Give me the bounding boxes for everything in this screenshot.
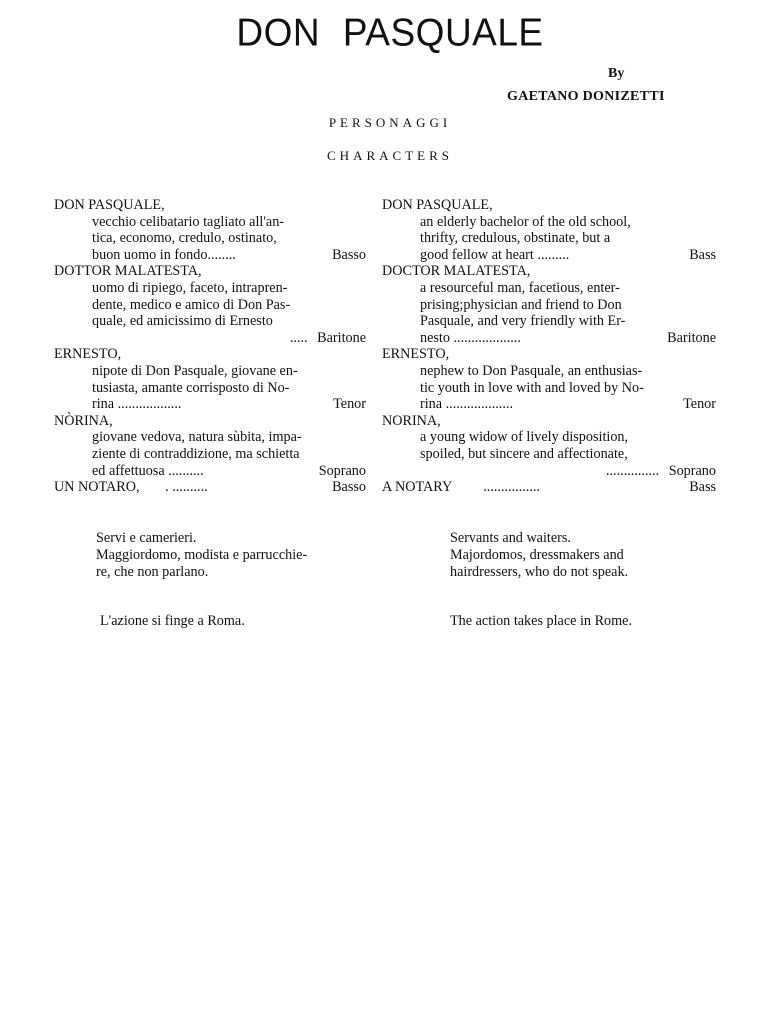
character-description: thrifty, credulous, obstinate, but a [420, 230, 611, 247]
extras-line: Servants and waiters. [450, 530, 571, 546]
character-description: ed affettuosa .......... [92, 462, 204, 479]
character-description: a resourceful man, facetious, enter- [420, 279, 620, 296]
voice-type: Soprano [668, 462, 716, 479]
character-name: NÒRINA, [54, 412, 113, 429]
character-name: ERNESTO, [54, 346, 122, 363]
voice-type: Tenor [333, 396, 366, 413]
voice-type: Bass [689, 479, 716, 496]
character-voice-line [382, 330, 716, 347]
leader-dots: ............... [605, 462, 660, 479]
character-description: giovane vedova, natura sùbita, impa- [92, 429, 302, 446]
character-description: an elderly bachelor of the old school, [420, 213, 631, 230]
notaro-name: UN NOTARO, [54, 479, 140, 496]
character-voice-line [54, 479, 366, 496]
character-description: vecchio celibatario tagliato all'an- [92, 213, 285, 230]
english-extras [450, 530, 628, 581]
voice-type: Baritone [317, 329, 366, 346]
character-description: rina ................... [420, 396, 513, 413]
character-name: DON PASQUALE, [54, 197, 165, 213]
character-name [54, 479, 208, 496]
voice-type: Bass [689, 246, 716, 263]
character-name: DOTTOR MALATESTA, [54, 263, 202, 280]
english-setting: The action takes place in Rome. [450, 613, 633, 629]
character-description: spoiled, but sincere and affectionate, [420, 445, 628, 462]
voice-type: Tenor [683, 396, 716, 413]
character-description: rina .................. [92, 396, 182, 413]
character-name: ERNESTO, [382, 346, 450, 363]
character-voice-line [54, 396, 366, 413]
page-title: DON PASQUALE [236, 10, 544, 54]
leader-dots: ..... [289, 329, 308, 346]
character-description: prising;physician and friend to Don [420, 296, 622, 313]
voice-type: Basso [332, 479, 366, 496]
character-description: good fellow at heart ......... [420, 246, 570, 263]
italian-setting: L'azione si finge a Roma. [100, 613, 245, 629]
character-description: tic youth in love with and loved by No- [420, 379, 644, 396]
extras-line: hairdressers, who do not speak. [450, 564, 629, 580]
character-description: ziente di contraddizione, ma schietta [92, 445, 300, 462]
extras-line: Servi e camerieri. [96, 530, 197, 546]
character-name: DON PASQUALE, [382, 197, 493, 213]
character-description: nesto ................... [420, 329, 521, 346]
character-description: nipote di Don Pasquale, giovane en- [92, 362, 298, 379]
character-description: uomo di ripiego, faceto, intrapren- [92, 279, 288, 296]
character-description: tica, economo, credulo, ostinato, [92, 230, 277, 247]
character-voice-line [382, 479, 716, 496]
character-voice-line [382, 463, 716, 480]
character-description: tusiasta, amante corrisposto di No- [92, 379, 290, 396]
character-description: a young widow of lively disposition, [420, 429, 629, 446]
voice-type: Baritone [667, 329, 716, 346]
characters-heading: CHARACTERS [327, 148, 453, 163]
notary-name: A NOTARY [382, 479, 452, 496]
extras-line: Majordomos, dressmakers and [450, 547, 624, 563]
personaggi-heading: PERSONAGGI [328, 115, 452, 130]
leader-dots: ................ [483, 479, 540, 496]
character-voice-line [54, 330, 366, 347]
character-description: Pasquale, and very friendly with Er- [420, 313, 626, 330]
extras-line: re, che non parlano. [96, 564, 209, 580]
character-voice-line [54, 463, 366, 480]
character-description: dente, medico e amico di Don Pas- [92, 296, 291, 313]
character-name: DOCTOR MALATESTA, [382, 263, 531, 280]
composer-name: GAETANO DONIZETTI [507, 89, 665, 104]
character-description: buon uomo in fondo........ [92, 246, 236, 263]
italian-cast-list [54, 197, 366, 496]
character-name: NORINA, [382, 412, 441, 429]
voice-type: Soprano [318, 462, 366, 479]
character-voice-line [382, 247, 716, 264]
character-description: nephew to Don Pasquale, an enthusias- [420, 362, 643, 379]
extras-line: Maggiordomo, modista e parrucchie- [96, 547, 308, 563]
by-label: By [608, 66, 625, 81]
leader-dots: . .......... [165, 479, 208, 496]
character-description: quale, ed amicissimo di Ernesto [92, 313, 273, 330]
character-name [382, 479, 540, 496]
english-cast-list [382, 197, 716, 496]
character-voice-line [382, 396, 716, 413]
character-voice-line [54, 247, 366, 264]
italian-extras [96, 530, 307, 581]
voice-type: Basso [332, 246, 366, 263]
